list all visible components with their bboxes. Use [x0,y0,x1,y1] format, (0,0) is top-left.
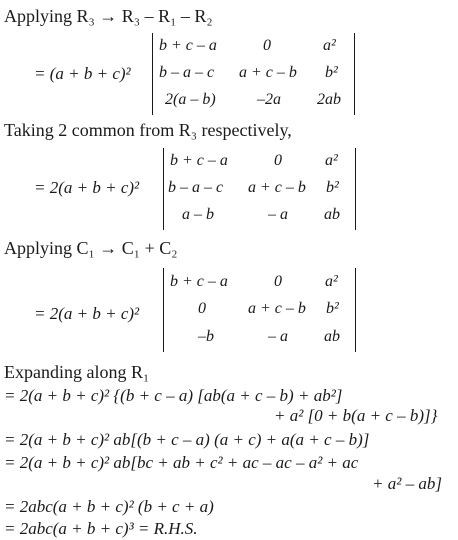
step-heading-1: Applying R₃ → R₃ – R₁ – R₂ [4,6,213,26]
expansion-line-4: = 2(a + b + c)² ab[bc + ab + c² + ac – ac – a² + ac [4,453,359,472]
step-heading-3: Applying C₁ → C₁ + C₂ [4,238,178,258]
det1-r2c2: a + c – b [239,64,297,81]
det1-r2c3: b² [325,64,338,81]
factor-3: = 2(a + b + c)² [34,304,140,323]
det1-r1c1: b + c – a [159,37,217,54]
det3-r3c1: –b [198,328,214,345]
expansion-line-1: = 2(a + b + c)² {(b + c – a) [ab(a + c – b) + ab²] [4,386,343,405]
det3-r1c3: a² [325,273,338,290]
expansion-line-3: = 2(a + b + c)² ab[(b + c – a) (a + c) + a(a + c – b)] [4,430,370,449]
det3-r1c1: b + c – a [170,273,228,290]
det2-r2c1: b – a – c [168,179,224,196]
det3-r1c2: 0 [274,273,282,290]
det2-r3c2: – a [268,206,288,223]
step-heading-2: Taking 2 common from R₃ respectively, [4,120,292,140]
det1-r2c1: b – a – c [159,64,215,81]
expansion-line-5: + a² – ab] [372,474,442,493]
det2-r2c3: b² [326,179,339,196]
det2-r1c1: b + c – a [170,152,228,169]
determinant-2 [163,148,356,230]
det1-r3c3: 2ab [317,91,341,108]
det1-r1c2: 0 [263,37,271,54]
det3-r2c1: 0 [198,300,206,317]
det2-r1c3: a² [325,152,338,169]
expansion-line-6: = 2abc(a + b + c)² (b + c + a) [4,497,214,516]
det2-r2c2: a + c – b [248,179,306,196]
det3-r3c3: ab [324,328,340,345]
det3-r2c2: a + c – b [248,300,306,317]
det2-r3c1: a – b [182,206,214,223]
det2-r1c2: 0 [274,152,282,169]
factor-2: = 2(a + b + c)² [34,178,140,197]
determinant-1 [152,33,355,115]
det1-r3c1: 2(a – b) [165,91,216,108]
determinant-3 [163,268,356,352]
det2-r3c3: ab [324,206,340,223]
det3-r2c3: b² [326,300,339,317]
expansion-line-2: + a² [0 + b(a + c – b)]} [274,406,438,425]
det1-r1c3: a² [323,37,336,54]
expansion-line-7: = 2abc(a + b + c)³ = R.H.S. [4,519,198,538]
factor-1: = (a + b + c)² [34,64,131,83]
det1-r3c2: –2a [257,91,281,108]
det3-r3c2: – a [268,328,288,345]
step-heading-4: Expanding along R₁ [4,362,150,382]
